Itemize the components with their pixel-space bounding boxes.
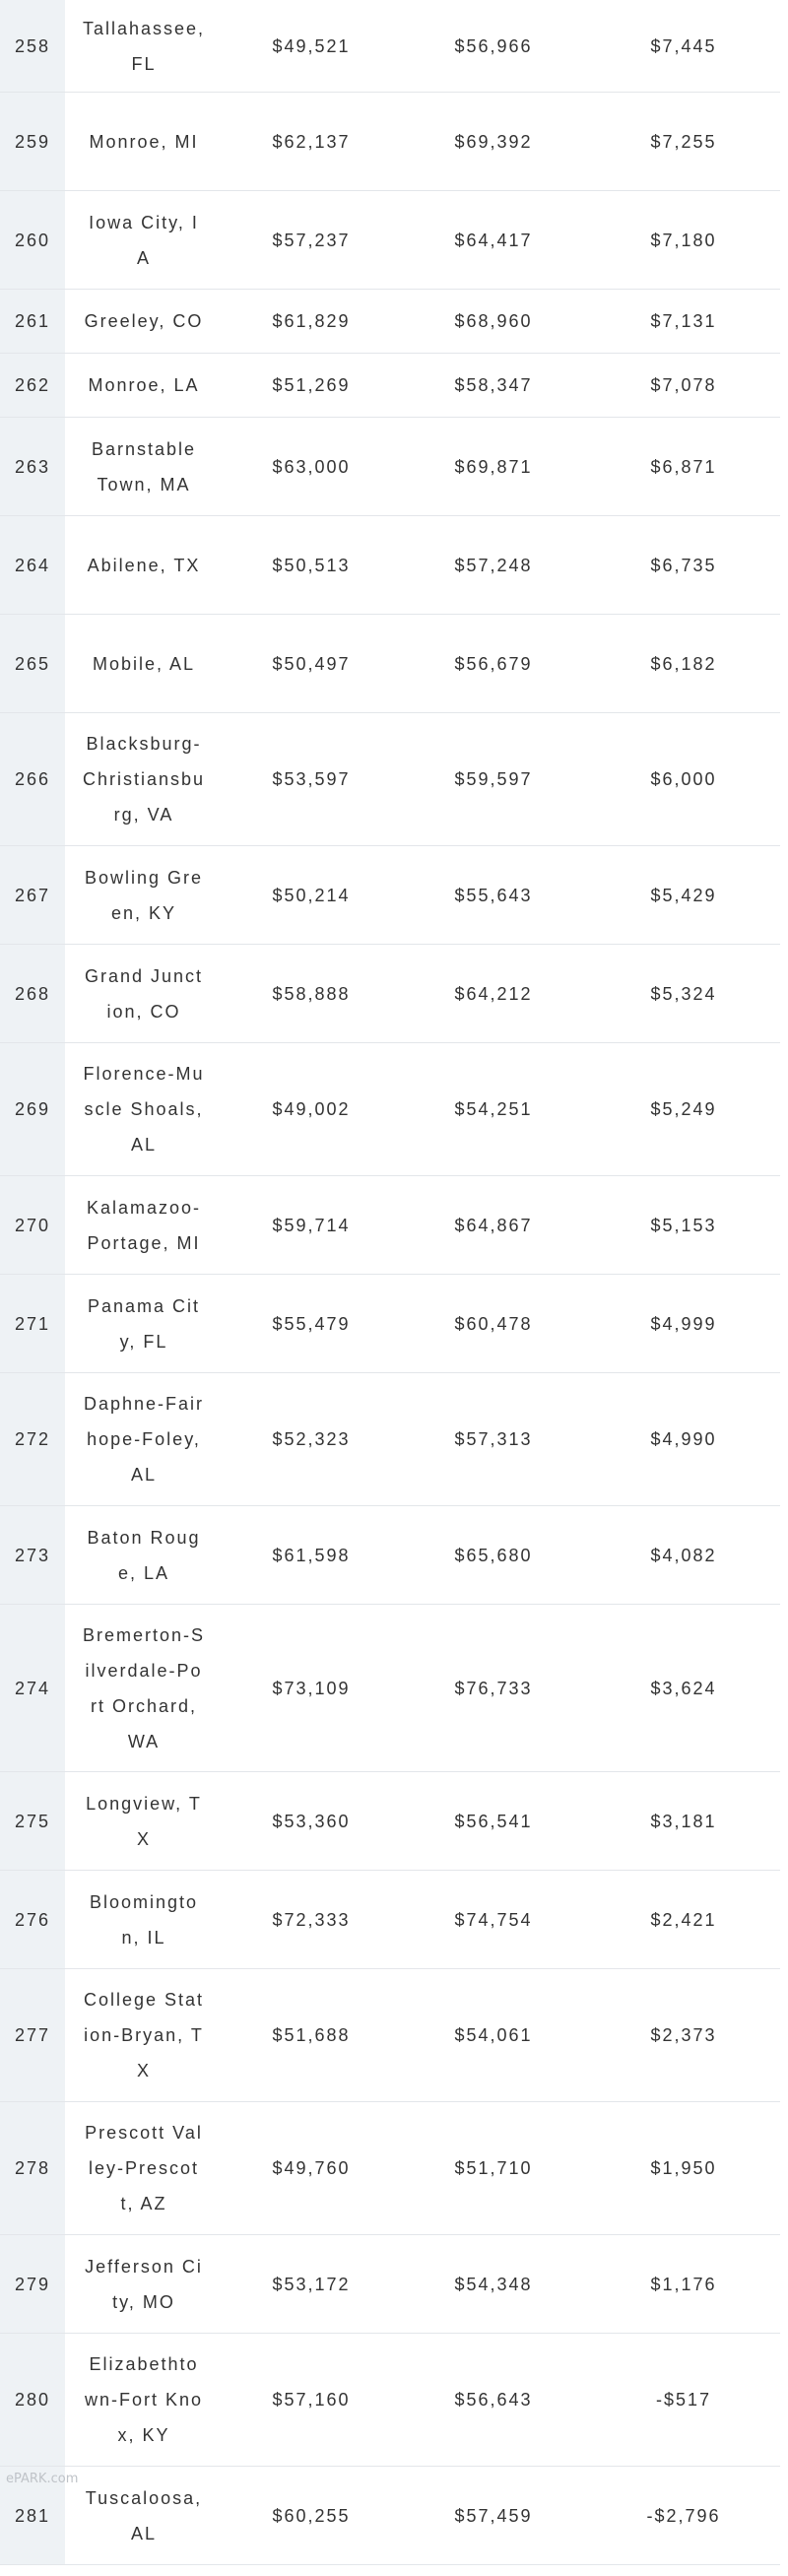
income-2020-cell: $64,417 xyxy=(454,230,533,250)
change-cell: $4,990 xyxy=(650,1429,717,1449)
income-2019-cell: $53,597 xyxy=(272,769,351,789)
change-cell: $7,445 xyxy=(650,35,717,56)
rank-cell xyxy=(0,191,65,289)
income-2019-cell: $51,688 xyxy=(272,2025,351,2045)
rank-cell xyxy=(0,93,65,190)
income-2019-cell: $73,109 xyxy=(272,1678,351,1698)
city-name: Baton Rouge, LA xyxy=(87,1527,201,1583)
income-2020-cell: $56,966 xyxy=(454,35,533,56)
income-2019-cell: $72,333 xyxy=(272,1909,351,1930)
city-name: Bremerton-Silverdale-Port Orchard, WA xyxy=(82,1624,206,1751)
rank-value: 267 xyxy=(14,885,51,905)
city-cell xyxy=(65,1520,223,1591)
rank-cell xyxy=(0,418,65,515)
rank-cell xyxy=(0,2102,65,2234)
city-name: Bowling Green, KY xyxy=(84,867,204,923)
watermark-logo: ePARK.com xyxy=(6,2472,79,2486)
change-cell: $5,429 xyxy=(650,885,717,905)
city-cell xyxy=(65,2115,223,2221)
rank-cell xyxy=(0,0,65,92)
city-cell xyxy=(65,2480,223,2551)
city-name: Bloomington, IL xyxy=(89,1891,199,1948)
city-cell xyxy=(65,205,223,276)
income-2020-cell: $57,459 xyxy=(454,2505,533,2526)
income-2020-cell: $57,313 xyxy=(454,1429,533,1449)
change-cell: $4,999 xyxy=(650,1313,717,1334)
rank-cell xyxy=(0,615,65,712)
city-name: Greeley, CO xyxy=(84,311,204,331)
rank-cell xyxy=(0,1373,65,1505)
income-2019-cell: $60,255 xyxy=(272,2505,351,2526)
income-2020-cell: $55,643 xyxy=(454,885,533,905)
city-cell xyxy=(65,1386,223,1492)
rank-value: 270 xyxy=(14,1215,51,1235)
rank-value: 273 xyxy=(14,1545,51,1565)
change-cell: $3,624 xyxy=(650,1678,717,1698)
rank-cell xyxy=(0,713,65,845)
city-name: Daphne-Fairhope-Foley, AL xyxy=(83,1394,205,1485)
city-cell xyxy=(65,11,223,82)
income-2020-cell: $68,960 xyxy=(454,311,533,331)
income-2019-cell: $61,598 xyxy=(272,1545,351,1565)
rank-value: 276 xyxy=(14,1909,51,1930)
rank-cell xyxy=(0,1969,65,2101)
table-row xyxy=(0,1043,780,1176)
income-2019-cell: $52,323 xyxy=(272,1429,351,1449)
table-row xyxy=(0,2102,780,2235)
rank-value: 259 xyxy=(14,131,51,152)
change-cell: $1,176 xyxy=(650,2274,717,2294)
change-cell: $6,000 xyxy=(650,769,717,789)
city-name: College Station-Bryan, TX xyxy=(83,1990,205,2081)
income-2019-cell: $62,137 xyxy=(272,131,351,152)
rank-value: 271 xyxy=(14,1313,51,1334)
change-cell: -$517 xyxy=(655,2390,712,2410)
table-row xyxy=(0,93,780,191)
rank-value: 260 xyxy=(14,230,51,250)
city-name: Longview, TX xyxy=(86,1793,202,1849)
table-row xyxy=(0,713,780,846)
income-2020-cell: $65,680 xyxy=(454,1545,533,1565)
rank-cell xyxy=(0,2235,65,2333)
city-cell xyxy=(65,646,223,682)
city-cell xyxy=(65,1786,223,1857)
income-2020-cell: $76,733 xyxy=(454,1678,533,1698)
city-cell xyxy=(65,2346,223,2453)
income-2020-cell: $51,710 xyxy=(454,2158,533,2178)
rank-cell xyxy=(0,1176,65,1274)
rank-value: 261 xyxy=(14,311,51,331)
table-row xyxy=(0,418,780,516)
city-cell xyxy=(65,367,223,403)
table-row xyxy=(0,1373,780,1506)
income-2020-cell: $56,541 xyxy=(454,1811,533,1831)
rank-value: 277 xyxy=(14,2025,51,2045)
change-cell: $2,421 xyxy=(650,1909,717,1930)
income-2019-cell: $59,714 xyxy=(272,1215,351,1235)
income-2019-cell: $51,269 xyxy=(272,375,351,395)
table-row xyxy=(0,1871,780,1969)
income-2019-cell: $50,214 xyxy=(272,885,351,905)
income-2020-cell: $69,871 xyxy=(454,456,533,477)
city-cell xyxy=(65,1618,223,1759)
city-name: Prescott Valley-Prescott, AZ xyxy=(85,2123,203,2213)
rank-value: 265 xyxy=(14,653,51,674)
city-name: Grand Junction, CO xyxy=(84,965,204,1022)
income-2020-cell: $64,867 xyxy=(454,1215,533,1235)
table-row xyxy=(0,1176,780,1275)
income-2019-cell: $49,760 xyxy=(272,2158,351,2178)
change-cell: $5,324 xyxy=(650,983,717,1004)
income-2020-cell: $54,061 xyxy=(454,2025,533,2045)
income-2019-cell: $53,172 xyxy=(272,2274,351,2294)
city-cell xyxy=(65,1884,223,1955)
rank-value: 280 xyxy=(14,2390,51,2410)
rank-cell xyxy=(0,516,65,614)
change-cell: $4,082 xyxy=(650,1545,717,1565)
rank-value: 279 xyxy=(14,2274,51,2294)
income-2019-cell: $49,521 xyxy=(272,35,351,56)
rank-cell xyxy=(0,1871,65,1968)
rank-cell xyxy=(0,1605,65,1771)
city-name: Panama City, FL xyxy=(87,1295,201,1352)
city-name: Jefferson City, MO xyxy=(85,2256,203,2312)
income-2020-cell: $58,347 xyxy=(454,375,533,395)
change-cell: $3,181 xyxy=(650,1811,717,1831)
income-2019-cell: $50,497 xyxy=(272,653,351,674)
city-cell xyxy=(65,1190,223,1261)
city-cell xyxy=(65,431,223,502)
city-cell xyxy=(65,726,223,832)
rank-value: 269 xyxy=(14,1099,51,1119)
city-cell xyxy=(65,548,223,583)
income-2020-cell: $54,251 xyxy=(454,1099,533,1119)
income-2019-cell: $61,829 xyxy=(272,311,351,331)
change-cell: $5,249 xyxy=(650,1099,717,1119)
table-row xyxy=(0,290,780,354)
city-cell xyxy=(65,2249,223,2320)
city-cell xyxy=(65,860,223,931)
income-2020-cell: $64,212 xyxy=(454,983,533,1004)
city-name: Kalamazoo-Portage, MI xyxy=(86,1197,202,1253)
city-cell xyxy=(65,303,223,339)
city-name: Monroe, LA xyxy=(88,375,200,395)
city-name: Barnstable Town, MA xyxy=(91,438,197,495)
rank-value: 281 xyxy=(14,2505,51,2526)
table-row xyxy=(0,2334,780,2467)
change-cell: $7,255 xyxy=(650,131,717,152)
rank-value: 272 xyxy=(14,1429,51,1449)
rank-cell xyxy=(0,846,65,944)
table-row xyxy=(0,191,780,290)
rank-value: 264 xyxy=(14,555,51,575)
city-cell xyxy=(65,1982,223,2088)
table-row xyxy=(0,516,780,615)
city-cell xyxy=(65,1288,223,1359)
city-cell xyxy=(65,1056,223,1162)
change-cell: $2,373 xyxy=(650,2025,717,2045)
table-row xyxy=(0,2235,780,2334)
income-2020-cell: $74,754 xyxy=(454,1909,533,1930)
table-row xyxy=(0,1605,780,1772)
rank-value: 268 xyxy=(14,983,51,1004)
table-row xyxy=(0,2467,780,2565)
rank-value: 266 xyxy=(14,769,51,789)
rank-cell xyxy=(0,945,65,1042)
rank-value: 274 xyxy=(14,1678,51,1698)
city-name: Blacksburg-Christiansburg, VA xyxy=(82,734,206,825)
rank-cell xyxy=(0,290,65,353)
income-2020-cell: $56,643 xyxy=(454,2390,533,2410)
income-2020-cell: $60,478 xyxy=(454,1313,533,1334)
city-cell xyxy=(65,958,223,1029)
change-cell: $7,131 xyxy=(650,311,717,331)
income-2019-cell: $57,237 xyxy=(272,230,351,250)
income-2019-cell: $50,513 xyxy=(272,555,351,575)
rank-value: 275 xyxy=(14,1811,51,1831)
change-cell: $7,078 xyxy=(650,375,717,395)
city-name: Tuscaloosa, AL xyxy=(85,2487,203,2543)
city-cell xyxy=(65,124,223,160)
income-2019-cell: $53,360 xyxy=(272,1811,351,1831)
table-row xyxy=(0,945,780,1043)
change-cell: $1,950 xyxy=(650,2158,717,2178)
income-2020-cell: $54,348 xyxy=(454,2274,533,2294)
table-row xyxy=(0,615,780,713)
rank-cell xyxy=(0,1275,65,1372)
table-row xyxy=(0,0,780,93)
income-2019-cell: $49,002 xyxy=(272,1099,351,1119)
rank-value: 263 xyxy=(14,456,51,477)
change-cell: $6,871 xyxy=(650,456,717,477)
rank-cell xyxy=(0,2334,65,2466)
city-name: Tallahassee, FL xyxy=(82,18,206,74)
rank-cell xyxy=(0,1043,65,1175)
city-name: Elizabethtown-Fort Knox, KY xyxy=(84,2354,204,2445)
rank-value: 258 xyxy=(14,35,51,56)
table-row xyxy=(0,1506,780,1605)
income-2019-cell: $55,479 xyxy=(272,1313,351,1334)
income-2019-cell: $57,160 xyxy=(272,2390,351,2410)
table-row xyxy=(0,846,780,945)
city-name: Florence-Muscle Shoals, AL xyxy=(83,1064,205,1155)
change-cell: $6,182 xyxy=(650,653,717,674)
table-row xyxy=(0,1275,780,1373)
city-name: Abilene, TX xyxy=(87,555,201,575)
change-cell: $5,153 xyxy=(650,1215,717,1235)
rank-cell xyxy=(0,1772,65,1870)
rank-value: 278 xyxy=(14,2158,51,2178)
change-cell: $7,180 xyxy=(650,230,717,250)
income-2020-cell: $59,597 xyxy=(454,769,533,789)
income-2020-cell: $69,392 xyxy=(454,131,533,152)
change-cell: $6,735 xyxy=(650,555,717,575)
change-cell: -$2,796 xyxy=(646,2505,721,2526)
city-name: Iowa City, IA xyxy=(89,212,199,268)
table-row xyxy=(0,354,780,418)
income-2019-cell: $63,000 xyxy=(272,456,351,477)
income-2019-cell: $58,888 xyxy=(272,983,351,1004)
income-2020-cell: $56,679 xyxy=(454,653,533,674)
rank-cell xyxy=(0,1506,65,1604)
table-row xyxy=(0,1969,780,2102)
rank-value: 262 xyxy=(14,375,51,395)
rank-cell xyxy=(0,354,65,417)
city-name: Monroe, MI xyxy=(89,131,199,152)
table-row xyxy=(0,1772,780,1871)
city-name: Mobile, AL xyxy=(92,653,196,674)
income-2020-cell: $57,248 xyxy=(454,555,533,575)
